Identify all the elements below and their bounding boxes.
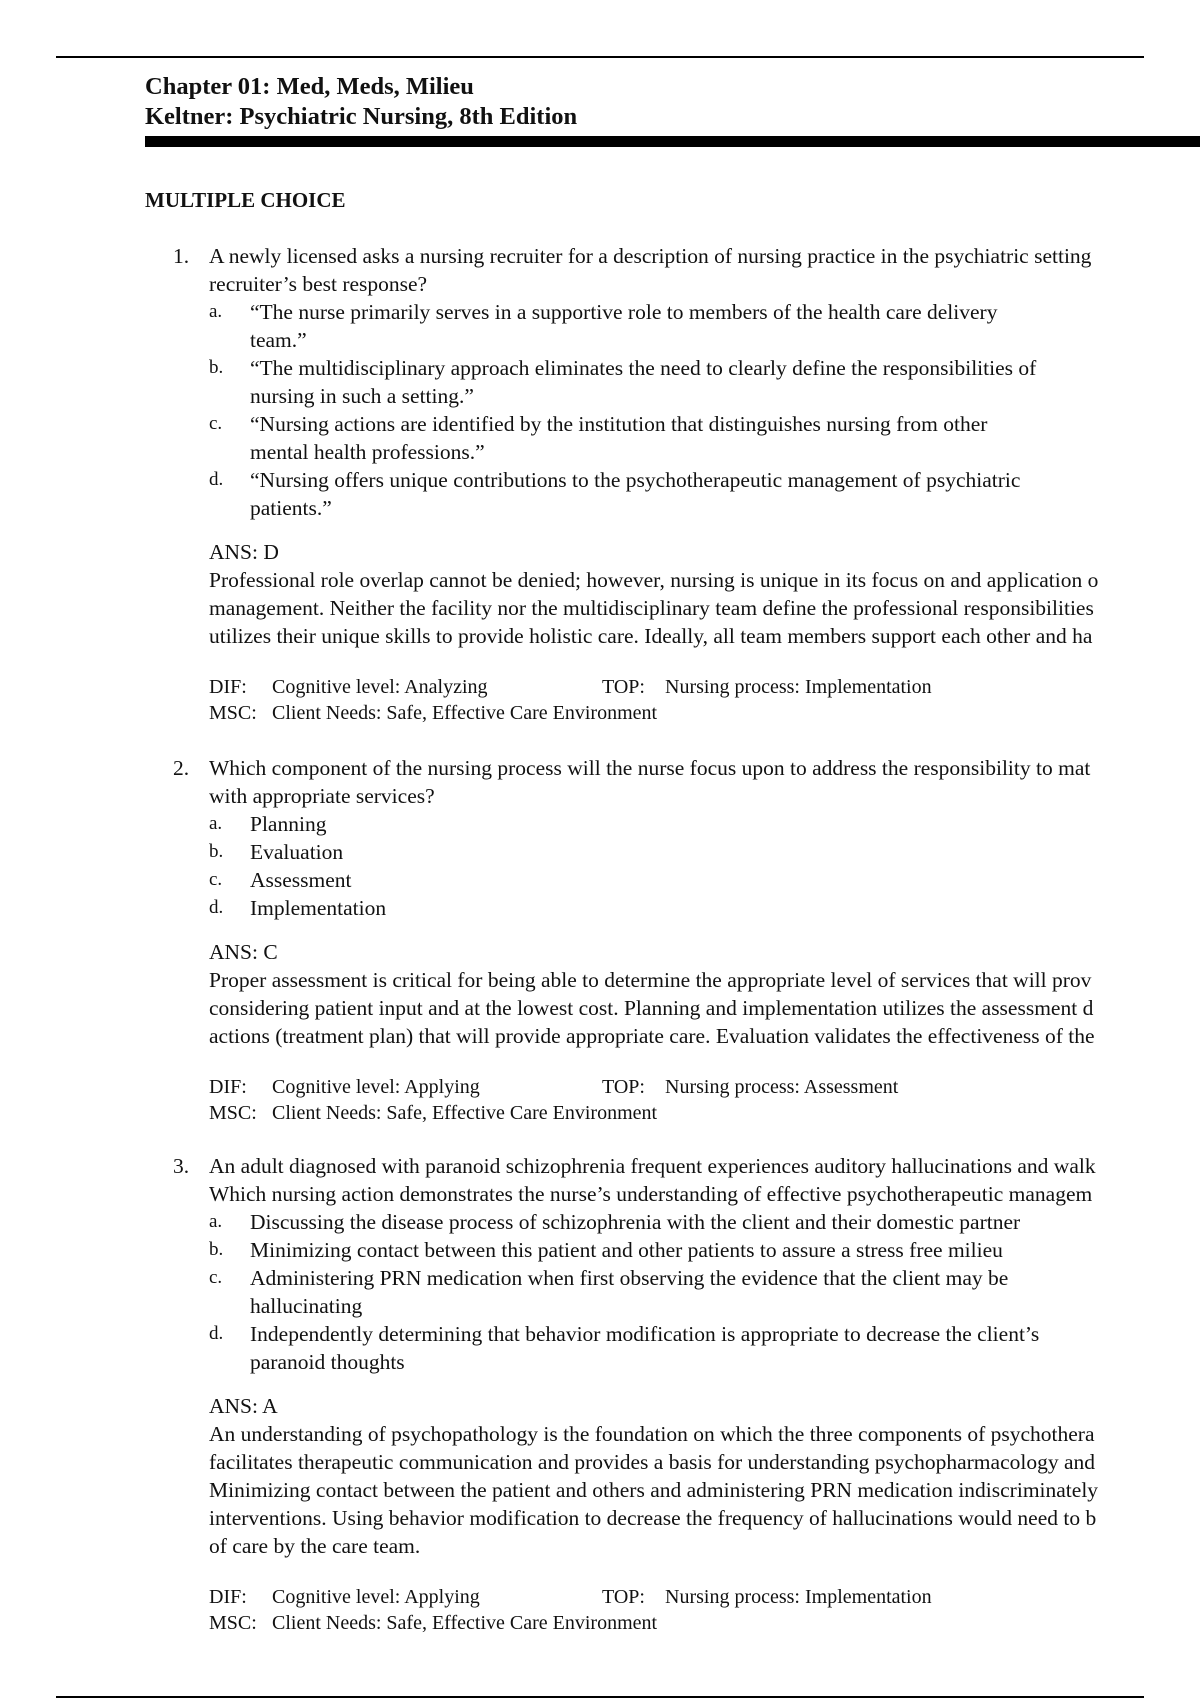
msc-key: MSC:	[209, 702, 257, 724]
question-text-line: An adult diagnosed with paranoid schizophrenia frequent experiences auditory hallucinations and walk	[209, 1154, 1096, 1178]
dif-top-row	[209, 1074, 1200, 1100]
msc-key: MSC:	[209, 1612, 257, 1634]
top-key: TOP:	[602, 1586, 645, 1608]
chapter-title: Chapter 01: Med, Meds, Milieu	[145, 73, 474, 100]
rationale-line: considering patient input and at the lowest cost. Planning and implementation utilizes the assessment d	[209, 996, 1094, 1020]
option-text: Assessment	[250, 868, 352, 892]
rationale-line: Minimizing contact between the patient and others and administering PRN medication indiscriminately	[209, 1478, 1099, 1502]
dif-value: Cognitive level: Analyzing	[272, 676, 488, 698]
option-text: Evaluation	[250, 840, 344, 864]
top-key: TOP:	[602, 676, 645, 698]
option-letter: b.	[209, 1239, 224, 1260]
option-letter: a.	[209, 301, 223, 322]
rationale-line: actions (treatment plan) that will provide appropriate care. Evaluation validates the effectiveness of the	[209, 1024, 1095, 1048]
option-d	[209, 466, 1200, 522]
option-letter: b.	[209, 841, 224, 862]
rationale-line: interventions. Using behavior modification to decrease the frequency of hallucinations would need to b	[209, 1506, 1097, 1530]
dif-top-row	[209, 674, 1200, 700]
top-rule	[56, 56, 1144, 58]
option-text: Planning	[250, 812, 327, 836]
bottom-rule	[56, 1696, 1144, 1698]
question-text-line: A newly licensed asks a nursing recruiter for a description of nursing practice in the psychiatric setting	[209, 244, 1092, 268]
option-list	[209, 298, 1200, 522]
option-letter: d.	[209, 897, 224, 918]
option-letter: c.	[209, 1267, 223, 1288]
option-a	[209, 810, 1200, 838]
option-c	[209, 410, 1200, 466]
dif-key: DIF:	[209, 1586, 247, 1608]
option-letter: c.	[209, 413, 223, 434]
option-text: Minimizing contact between this patient and other patients to assure a stress free milieu	[250, 1238, 1003, 1262]
answer-block	[145, 538, 1200, 650]
rationale-line: Professional role overlap cannot be denied; however, nursing is unique in its focus on and application o	[209, 568, 1099, 592]
option-text: Implementation	[250, 896, 387, 920]
dif-value: Cognitive level: Applying	[272, 1586, 480, 1608]
question-number: 3.	[173, 1154, 190, 1178]
question-metadata	[209, 674, 1200, 726]
top-key: TOP:	[602, 1076, 645, 1098]
answer-label: ANS: C	[209, 940, 278, 964]
section-heading: MULTIPLE CHOICE	[145, 188, 346, 212]
question-text-line: recruiter’s best response?	[209, 272, 428, 296]
question-3	[145, 1152, 1200, 1636]
rationale-line: Proper assessment is critical for being able to determine the appropriate level of services that will prov	[209, 968, 1092, 992]
question-text-line: with appropriate services?	[209, 784, 435, 808]
option-b	[209, 1236, 1200, 1264]
top-field	[602, 1074, 898, 1100]
msc-row	[209, 1610, 1200, 1636]
dif-value: Cognitive level: Applying	[272, 1076, 480, 1098]
option-letter: b.	[209, 357, 224, 378]
option-letter: d.	[209, 469, 224, 490]
option-text: “The multidisciplinary approach eliminates the need to clearly define the responsibilities of nursing in such a setting.”	[250, 356, 1037, 408]
option-d	[209, 894, 1200, 922]
option-list	[209, 1208, 1200, 1376]
option-letter: a.	[209, 1211, 223, 1232]
option-text: “Nursing offers unique contributions to the psychotherapeutic management of psychiatric patients.”	[250, 468, 1021, 520]
option-text: Independently determining that behavior modification is appropriate to decrease the client’s paranoid thoughts	[250, 1322, 1040, 1374]
option-c	[209, 866, 1200, 894]
option-list	[209, 810, 1200, 922]
option-a	[209, 298, 1200, 354]
option-d	[209, 1320, 1200, 1376]
page-content	[145, 72, 1200, 1634]
option-a	[209, 1208, 1200, 1236]
rationale-line: utilizes their unique skills to provide holistic care. Ideally, all team members support each other and ha	[209, 624, 1093, 648]
option-text: Administering PRN medication when first observing the evidence that the client may be hallucinating	[250, 1266, 1009, 1318]
option-text: Discussing the disease process of schizophrenia with the client and their domestic partner	[250, 1210, 1021, 1234]
top-value: Nursing process: Implementation	[665, 1586, 932, 1608]
top-field	[602, 1584, 932, 1610]
msc-value: Client Needs: Safe, Effective Care Environment	[272, 702, 658, 724]
question-2	[145, 754, 1200, 1126]
top-value: Nursing process: Implementation	[665, 676, 932, 698]
msc-key: MSC:	[209, 1102, 257, 1124]
msc-value: Client Needs: Safe, Effective Care Environment	[272, 1102, 658, 1124]
option-c	[209, 1264, 1200, 1320]
question-text-line: Which component of the nursing process will the nurse focus upon to address the responsibility to mat	[209, 756, 1091, 780]
dif-key: DIF:	[209, 1076, 247, 1098]
option-letter: a.	[209, 813, 223, 834]
msc-value: Client Needs: Safe, Effective Care Environment	[272, 1612, 658, 1634]
dif-top-row	[209, 1584, 1200, 1610]
rationale-line: facilitates therapeutic communication and provides a basis for understanding psychopharmacology and	[209, 1450, 1096, 1474]
book-title: Keltner: Psychiatric Nursing, 8th Edition	[145, 103, 578, 130]
header-rule	[145, 136, 1200, 147]
answer-block	[145, 938, 1200, 1050]
question-text-line: Which nursing action demonstrates the nurse’s understanding of effective psychotherapeutic managem	[209, 1182, 1093, 1206]
option-letter: c.	[209, 869, 223, 890]
answer-label: ANS: D	[209, 540, 279, 564]
rationale-line: of care by the care team.	[209, 1534, 421, 1558]
option-text: “Nursing actions are identified by the institution that distinguishes nursing from other mental health professions.”	[250, 412, 988, 464]
top-field	[602, 674, 932, 700]
option-text: “The nurse primarily serves in a supportive role to members of the health care delivery team.”	[250, 300, 998, 352]
option-b	[209, 838, 1200, 866]
answer-label: ANS: A	[209, 1394, 278, 1418]
question-1	[145, 242, 1200, 726]
msc-row	[209, 1100, 1200, 1126]
question-metadata	[209, 1584, 1200, 1636]
rationale-line: An understanding of psychopathology is the foundation on which the three components of psychothera	[209, 1422, 1095, 1446]
msc-row	[209, 700, 1200, 726]
question-number: 1.	[173, 244, 190, 268]
top-value: Nursing process: Assessment	[665, 1076, 899, 1098]
answer-block	[145, 1392, 1200, 1560]
option-b	[209, 354, 1200, 410]
question-metadata	[209, 1074, 1200, 1126]
rationale-line: management. Neither the facility nor the multidisciplinary team define the professional responsibilities	[209, 596, 1094, 620]
question-number: 2.	[173, 756, 190, 780]
option-letter: d.	[209, 1323, 224, 1344]
dif-key: DIF:	[209, 676, 247, 698]
